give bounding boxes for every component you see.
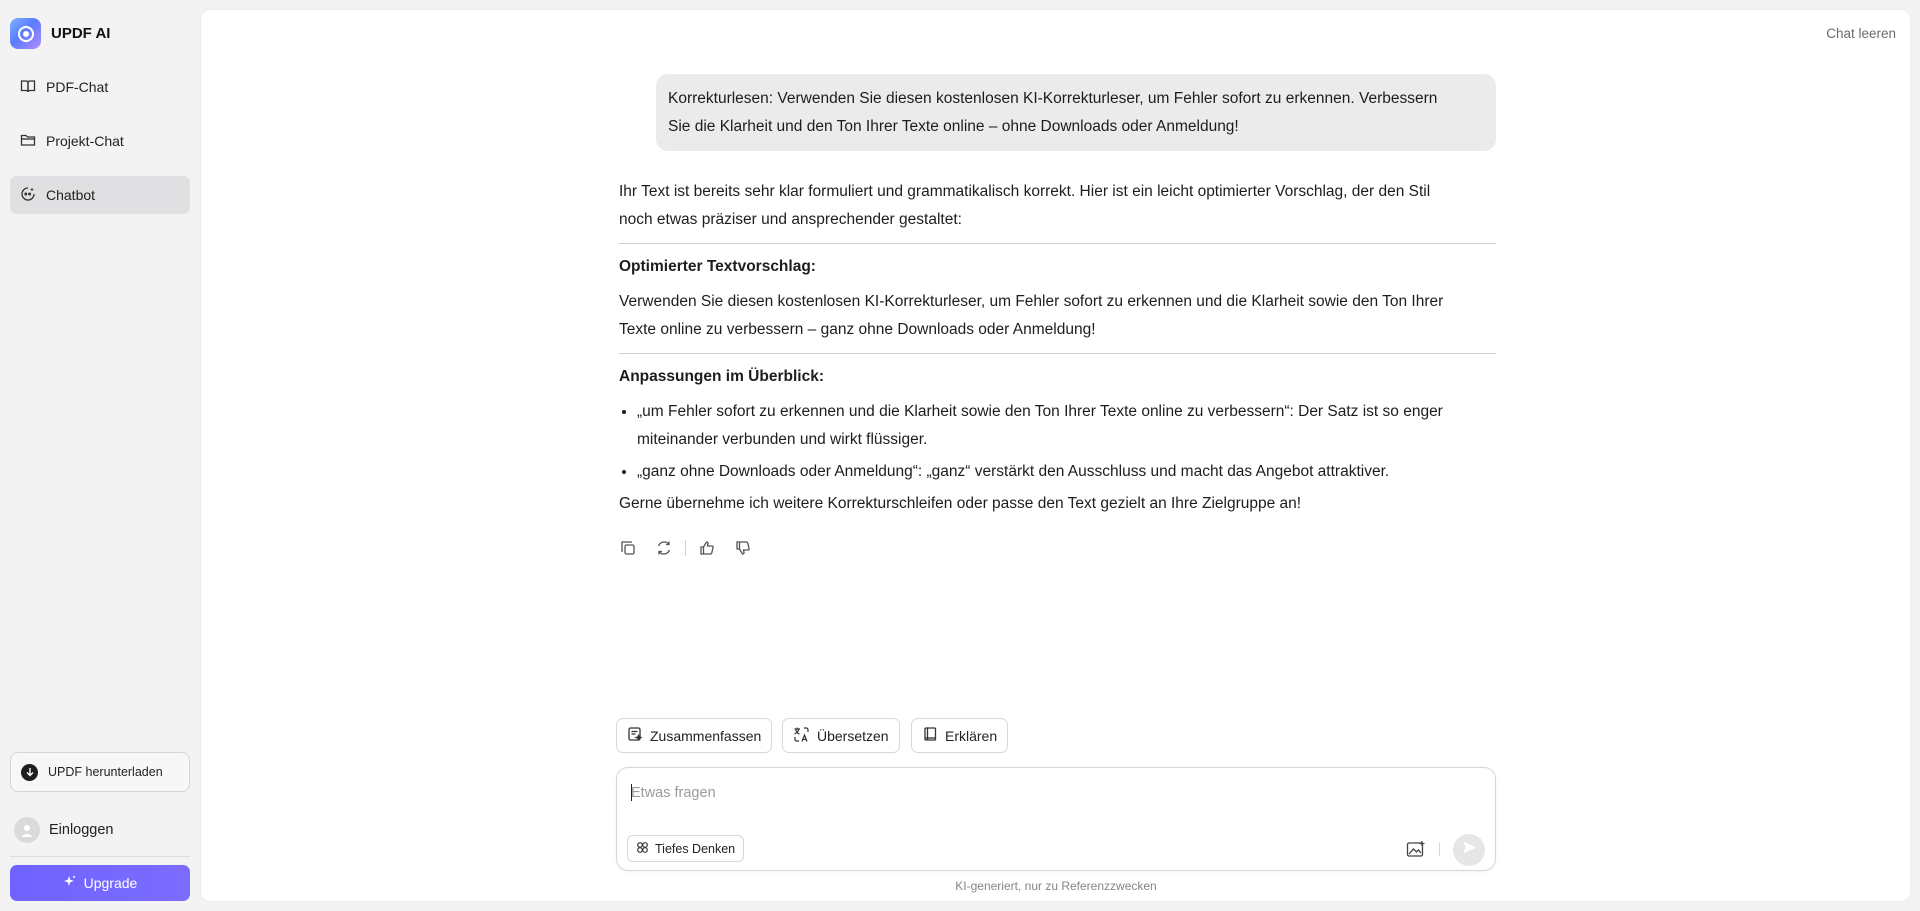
sidebar-item-label: Projekt-Chat bbox=[46, 133, 124, 149]
deep-think-toggle[interactable] bbox=[627, 835, 744, 862]
download-updf-button[interactable] bbox=[10, 752, 190, 792]
list-item bbox=[637, 398, 1496, 454]
answer-line: miteinander verbunden und wirkt flüssiger. bbox=[637, 431, 928, 448]
user-message bbox=[656, 74, 1496, 151]
updf-logo-icon bbox=[10, 18, 41, 49]
translate-icon bbox=[793, 726, 810, 746]
folder-icon bbox=[20, 132, 36, 151]
answer-closing: Gerne übernehme ich weitere Korrekturschleifen oder passe den Text gezielt an Ihre Zielgruppe an! bbox=[619, 495, 1302, 512]
login-button[interactable] bbox=[14, 817, 114, 843]
answer-line: Texte online zu verbessern – ganz ohne Downloads oder Anmeldung! bbox=[619, 321, 1096, 338]
upgrade-button[interactable] bbox=[10, 865, 190, 901]
text-caret bbox=[631, 784, 632, 801]
answer-line: „ganz ohne Downloads oder Anmeldung“: „ganz“ verstärkt den Ausschluss und macht das Angebot attraktiver. bbox=[637, 463, 1390, 480]
login-label: Einloggen bbox=[49, 822, 114, 838]
image-upload-icon[interactable] bbox=[1405, 838, 1427, 860]
book-open-icon bbox=[20, 78, 36, 97]
deep-think-label: Tiefes Denken bbox=[655, 841, 736, 856]
ai-answer bbox=[619, 178, 1496, 518]
summarize-label: Zusammenfassen bbox=[650, 727, 762, 744]
regenerate-icon[interactable] bbox=[655, 539, 673, 557]
upgrade-label: Upgrade bbox=[83, 875, 138, 891]
sidebar-item-pdf-chat[interactable] bbox=[10, 68, 190, 106]
chatbot-icon bbox=[20, 186, 36, 205]
copy-icon[interactable] bbox=[619, 539, 637, 557]
answer-line: Ihr Text ist bereits sehr klar formuliert und grammatikalisch korrekt. Hier ist ein leicht optimierter Vorschlag, der den Stil bbox=[619, 183, 1431, 200]
sidebar-item-label: PDF-Chat bbox=[46, 79, 109, 95]
book-icon bbox=[922, 726, 938, 745]
user-message-line: Korrekturlesen: Verwenden Sie diesen kostenlosen KI-Korrekturleser, um Fehler sofort zu erkennen. Verbessern bbox=[668, 90, 1438, 107]
sparkle-icon bbox=[63, 875, 76, 891]
chat-panel bbox=[200, 9, 1911, 902]
disclaimer: KI-generiert, nur zu Referenzzwecken bbox=[955, 879, 1157, 893]
translate-label: Übersetzen bbox=[817, 727, 889, 744]
summarize-button[interactable] bbox=[616, 718, 772, 753]
sidebar-divider bbox=[10, 856, 190, 857]
brand-name: UPDF AI bbox=[51, 25, 111, 42]
explain-button[interactable] bbox=[911, 718, 1008, 753]
sidebar bbox=[0, 0, 200, 911]
avatar bbox=[14, 817, 40, 843]
answer-heading: Optimierter Textvorschlag: bbox=[619, 258, 816, 275]
summarize-icon bbox=[627, 726, 643, 745]
answer-actions bbox=[619, 539, 752, 557]
thumbs-down-icon[interactable] bbox=[734, 539, 752, 557]
sidebar-item-label: Chatbot bbox=[46, 187, 96, 203]
answer-line: Verwenden Sie diesen kostenlosen KI-Korrekturleser, um Fehler sofort zu erkennen und die Klarheit sowie den Ton Ihrer bbox=[619, 293, 1444, 310]
download-icon bbox=[21, 764, 38, 781]
download-label: UPDF herunterladen bbox=[48, 765, 163, 779]
answer-line: noch etwas präziser und ansprechender gestaltet: bbox=[619, 211, 962, 228]
answer-intro bbox=[619, 178, 1496, 234]
adjustments-list bbox=[619, 398, 1496, 486]
clear-chat-button[interactable]: Chat leeren bbox=[1826, 26, 1896, 41]
chat-input-box bbox=[616, 767, 1496, 871]
separator bbox=[1439, 842, 1440, 856]
send-icon bbox=[1462, 840, 1477, 860]
divider bbox=[619, 243, 1496, 244]
answer-heading: Anpassungen im Überblick: bbox=[619, 368, 824, 385]
sidebar-item-projekt-chat[interactable] bbox=[10, 122, 190, 160]
chat-input[interactable] bbox=[631, 780, 1471, 806]
deep-think-icon bbox=[636, 841, 649, 857]
answer-suggestion bbox=[619, 288, 1496, 344]
separator bbox=[685, 540, 686, 556]
divider bbox=[619, 353, 1496, 354]
user-message-line: Sie die Klarheit und den Ton Ihrer Texte online – ohne Downloads oder Anmeldung! bbox=[668, 118, 1239, 135]
thumbs-up-icon[interactable] bbox=[698, 539, 716, 557]
answer-line: „um Fehler sofort zu erkennen und die Klarheit sowie den Ton Ihrer Texte online zu verbessern“: Der Satz ist so enger bbox=[637, 403, 1443, 420]
translate-button[interactable] bbox=[782, 718, 900, 753]
brand[interactable] bbox=[10, 18, 110, 49]
sidebar-item-chatbot[interactable] bbox=[10, 176, 190, 214]
send-button[interactable] bbox=[1453, 834, 1485, 866]
explain-label: Erklären bbox=[945, 727, 998, 744]
list-item bbox=[637, 458, 1496, 486]
